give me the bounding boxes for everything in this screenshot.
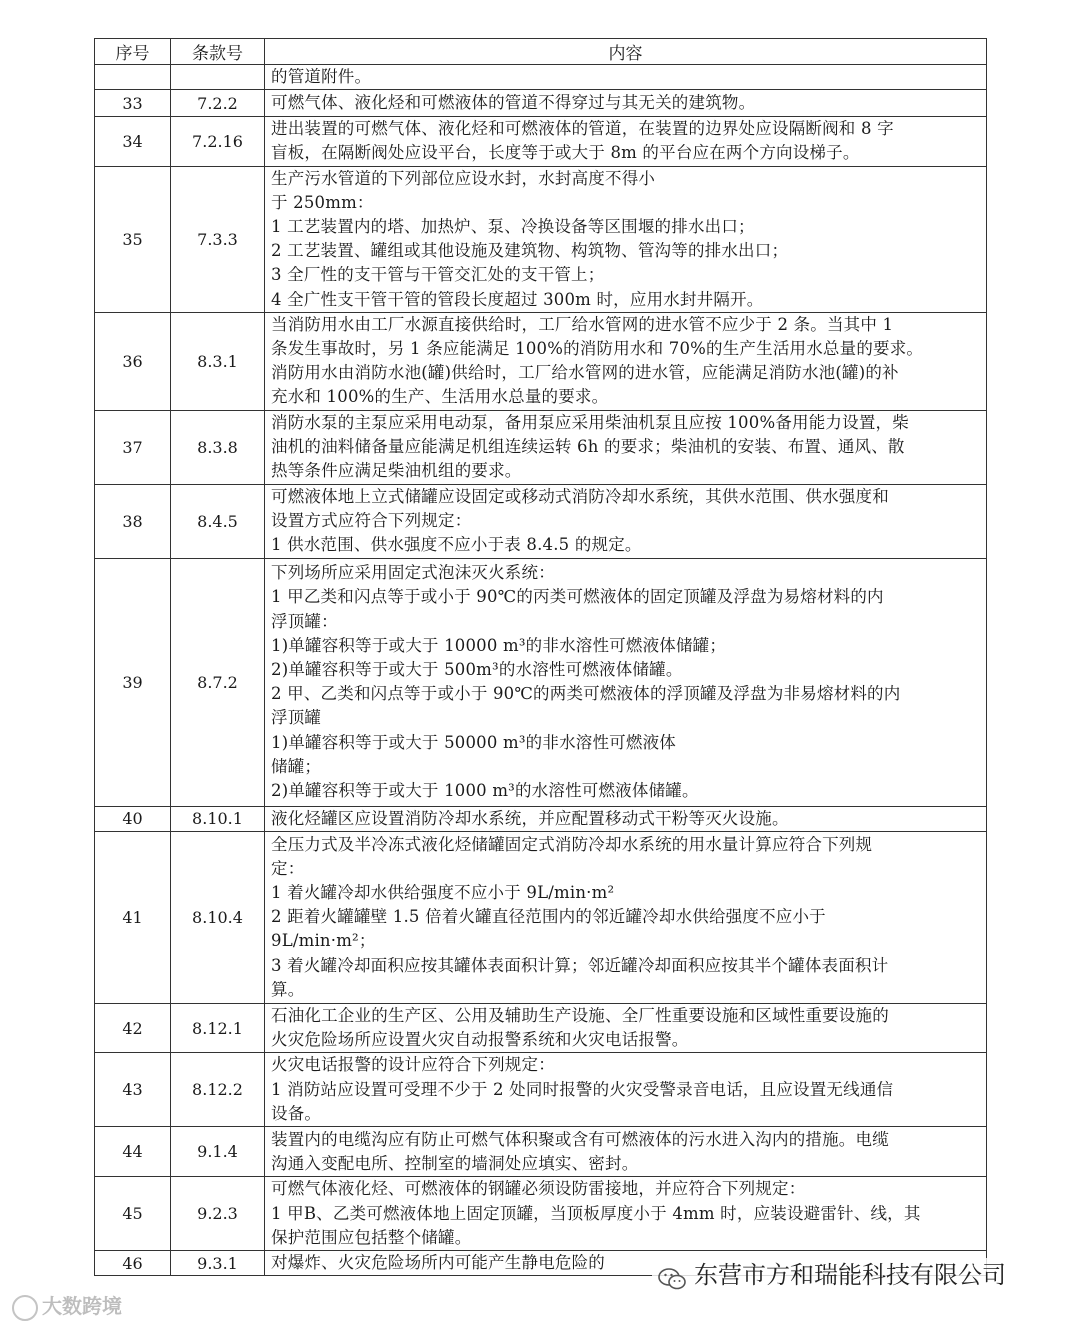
content-line: 2 距着火罐罐壁 1.5 倍着火罐直径范围内的邻近罐冷却水供给强度不应小于 <box>271 907 826 927</box>
cell-content <box>265 166 987 312</box>
content-line: 沟通入变配电所、控制室的墙洞处应填实、密封。 <box>271 1153 639 1173</box>
cell-serial-number: 34 <box>95 117 171 166</box>
content-line: 消防用水由消防水池(罐)供给时，工厂给水管网的进水管，应能满足消防水池(罐)的补 <box>271 363 899 383</box>
cell-serial-number: 45 <box>95 1177 171 1251</box>
cell-serial-number: 41 <box>95 831 171 1003</box>
cell-serial-number: 40 <box>95 806 171 831</box>
content-line: 全压力式及半冷冻式液化烃储罐固定式消防冷却水系统的用水量计算应符合下列规 <box>271 834 873 854</box>
cell-serial-number: 37 <box>95 410 171 484</box>
cell-content <box>265 1177 987 1251</box>
content-line: 当消防用水由工厂水源直接供给时，工厂给水管网的进水管不应少于 2 条。当其中 1 <box>271 314 894 334</box>
cell-clause-number: 7.2.2 <box>171 90 265 117</box>
content-line: 设置方式应符合下列规定： <box>271 511 472 531</box>
content-line: 2 甲、乙类和闪点等于或小于 90℃的两类可燃液体的浮顶罐及浮盘为非易熔材料的内 <box>271 684 901 704</box>
header-serial-number: 序号 <box>95 39 171 65</box>
content-line: 算。 <box>271 979 305 999</box>
cell-serial-number <box>95 65 171 90</box>
table-row <box>95 806 987 831</box>
cell-clause-number: 8.10.4 <box>171 831 265 1003</box>
content-line: 保护范围应包括整个储罐。 <box>271 1227 472 1247</box>
cell-clause-number: 8.10.1 <box>171 806 265 831</box>
watermark-bottom-left <box>12 1290 122 1321</box>
content-line: 1)单罐容积等于或大于 10000 m³的非水溶性可燃液体储罐； <box>271 635 727 655</box>
clause-table <box>94 38 987 1276</box>
content-line: 液化烃罐区应设置消防冷却水系统，并应配置移动式干粉等灭火设施。 <box>271 808 789 828</box>
table-row <box>95 831 987 1003</box>
content-line: 可燃气体、液化烃和可燃液体的管道不得穿过与其无关的建筑物。 <box>271 93 756 113</box>
content-line: 消防水泵的主泵应采用电动泵，备用泵应采用柴油机泵且应按 100%备用能力设置，柴 <box>271 412 909 432</box>
header-clause-number: 条款号 <box>171 39 265 65</box>
cell-clause-number: 8.3.8 <box>171 410 265 484</box>
content-line: 充水和 100%的生产、生活用水总量的要求。 <box>271 387 609 407</box>
table-row <box>95 117 987 166</box>
cell-content <box>265 1053 987 1127</box>
content-line: 可燃气体液化烃、可燃液体的钢罐必须设防雷接地，并应符合下列规定： <box>271 1179 806 1199</box>
content-line: 4 全广性支干管干管的管段长度超过 300m 时，应用水封井隔开。 <box>271 289 764 309</box>
content-line: 2)单罐容积等于或大于 500m³的水溶性可燃液体储罐。 <box>271 659 683 679</box>
content-line: 3 全厂性的支干管与干管交汇处的支干管上； <box>271 265 605 285</box>
content-line: 生产污水管道的下列部位应设水封，水封高度不得小 <box>271 168 656 188</box>
company-watermark-text: 东营市方和瑞能科技有限公司 <box>694 1261 1006 1289</box>
content-line: 1 甲乙类和闪点等于或小于 90℃的丙类可燃液体的固定顶罐及浮盘为易熔材料的内 <box>271 587 884 607</box>
cell-serial-number: 43 <box>95 1053 171 1127</box>
cell-clause-number: 7.3.3 <box>171 166 265 312</box>
content-line: 1)单罐容积等于或大于 50000 m³的非水溶性可燃液体 <box>271 732 676 752</box>
cell-serial-number: 39 <box>95 558 171 806</box>
content-line: 火灾危险场所应设置火灾自动报警系统和火灾电话报警。 <box>271 1030 689 1050</box>
content-line: 油机的油料储备量应能满足机组连续运转 6h 的要求；柴油机的安装、布置、通风、散 <box>271 437 905 457</box>
content-line: 2 工艺装置、罐组或其他设施及建筑物、构筑物、管沟等的排水出口； <box>271 241 789 261</box>
table-row <box>95 1127 987 1177</box>
cell-clause-number: 8.12.2 <box>171 1053 265 1127</box>
table-row <box>95 166 987 312</box>
content-line: 储罐； <box>271 756 322 776</box>
content-line: 1 供水范围、供水强度不应小于表 8.4.5 的规定。 <box>271 535 642 555</box>
header-content: 内容 <box>265 39 987 65</box>
content-line: 2)单罐容积等于或大于 1000 m³的水溶性可燃液体储罐。 <box>271 780 699 800</box>
content-line: 1 消防站应设置可受理不少于 2 处同时报警的火灾受警录音电话，且应设置无线通信 <box>271 1079 894 1099</box>
cell-clause-number: 8.3.1 <box>171 312 265 410</box>
cell-content <box>265 312 987 410</box>
cell-content <box>265 1127 987 1177</box>
cell-clause-number: 8.12.1 <box>171 1003 265 1052</box>
cell-content <box>265 806 987 831</box>
table-row <box>95 484 987 558</box>
company-watermark <box>652 1258 1012 1292</box>
cell-serial-number: 33 <box>95 90 171 117</box>
cell-content <box>265 65 987 90</box>
table-row <box>95 1177 987 1251</box>
table-header-row <box>95 39 987 65</box>
content-line: 于 250mm： <box>271 192 374 212</box>
cell-clause-number: 9.2.3 <box>171 1177 265 1251</box>
cell-serial-number: 42 <box>95 1003 171 1052</box>
cell-clause-number: 9.3.1 <box>171 1251 265 1276</box>
content-line: 3 着火罐冷却面积应按其罐体表面积计算；邻近罐冷却面积应按其半个罐体表面积计 <box>271 955 889 975</box>
content-line: 浮顶罐 <box>271 708 322 728</box>
content-line: 进出装置的可燃气体、液化烃和可燃液体的管道，在装置的边界处应设隔断阀和 8 字 <box>271 119 894 139</box>
content-line: 定： <box>271 858 305 878</box>
cell-content <box>265 117 987 166</box>
table-row <box>95 558 987 806</box>
content-line: 火灾电话报警的设计应符合下列规定： <box>271 1055 555 1075</box>
content-line: 9L/min·m²； <box>271 931 376 951</box>
cell-content <box>265 1003 987 1052</box>
cell-clause-number: 7.2.16 <box>171 117 265 166</box>
content-line: 下列场所应采用固定式泡沫灭火系统： <box>271 563 555 583</box>
table-row <box>95 410 987 484</box>
content-line: 条发生事故时，另 1 条应能满足 100%的消防用水和 70%的生产生活用水总量的要求。 <box>271 339 924 359</box>
content-line: 装置内的电缆沟应有防止可燃气体积聚或含有可燃液体的污水进入沟内的措施。电缆 <box>271 1129 889 1149</box>
cell-serial-number: 35 <box>95 166 171 312</box>
cell-clause-number: 8.4.5 <box>171 484 265 558</box>
cell-serial-number: 44 <box>95 1127 171 1177</box>
cell-content <box>265 484 987 558</box>
content-line: 石油化工企业的生产区、公用及辅助生产设施、全厂性重要设施和区域性重要设施的 <box>271 1005 889 1025</box>
watermark-bottom-left-text: 大数跨境 <box>42 1294 122 1318</box>
cell-serial-number: 38 <box>95 484 171 558</box>
brand-logo-icon <box>12 1295 38 1321</box>
cell-content <box>265 831 987 1003</box>
table-row <box>95 90 987 117</box>
content-line: 盲板，在隔断阀处应设平台，长度等于或大于 8m 的平台应在两个方向设梯子。 <box>271 143 860 163</box>
table-row <box>95 1003 987 1052</box>
content-line: 1 工艺装置内的塔、加热炉、泵、冷换设备等区围堰的排水出口； <box>271 217 755 237</box>
content-line: 1 着火罐冷却水供给强度不应小于 9L/min·m² <box>271 883 615 903</box>
content-line: 浮顶罐： <box>271 611 338 631</box>
table-row <box>95 1053 987 1127</box>
cell-serial-number: 36 <box>95 312 171 410</box>
content-line: 的管道附件。 <box>271 67 372 86</box>
cell-clause-number <box>171 65 265 90</box>
cell-serial-number: 46 <box>95 1251 171 1276</box>
content-line: 1 甲B、乙类可燃液体地上固定顶罐，当顶板厚度小于 4mm 时，应装设避雷针、线，其 <box>271 1203 921 1223</box>
content-line: 对爆炸、火灾危险场所内可能产生静电危险的 <box>271 1253 605 1273</box>
content-line: 热等条件应满足柴油机组的要求。 <box>271 461 522 481</box>
cell-content <box>265 90 987 117</box>
cell-clause-number: 8.7.2 <box>171 558 265 806</box>
cell-content <box>265 558 987 806</box>
table-row <box>95 312 987 410</box>
wechat-icon <box>658 1265 686 1287</box>
content-line: 设备。 <box>271 1103 322 1123</box>
table-body <box>95 65 987 1276</box>
cell-clause-number: 9.1.4 <box>171 1127 265 1177</box>
cell-content <box>265 410 987 484</box>
table-row <box>95 65 987 90</box>
content-line: 可燃液体地上立式储罐应设固定或移动式消防冷却水系统，其供水范围、供水强度和 <box>271 486 889 506</box>
